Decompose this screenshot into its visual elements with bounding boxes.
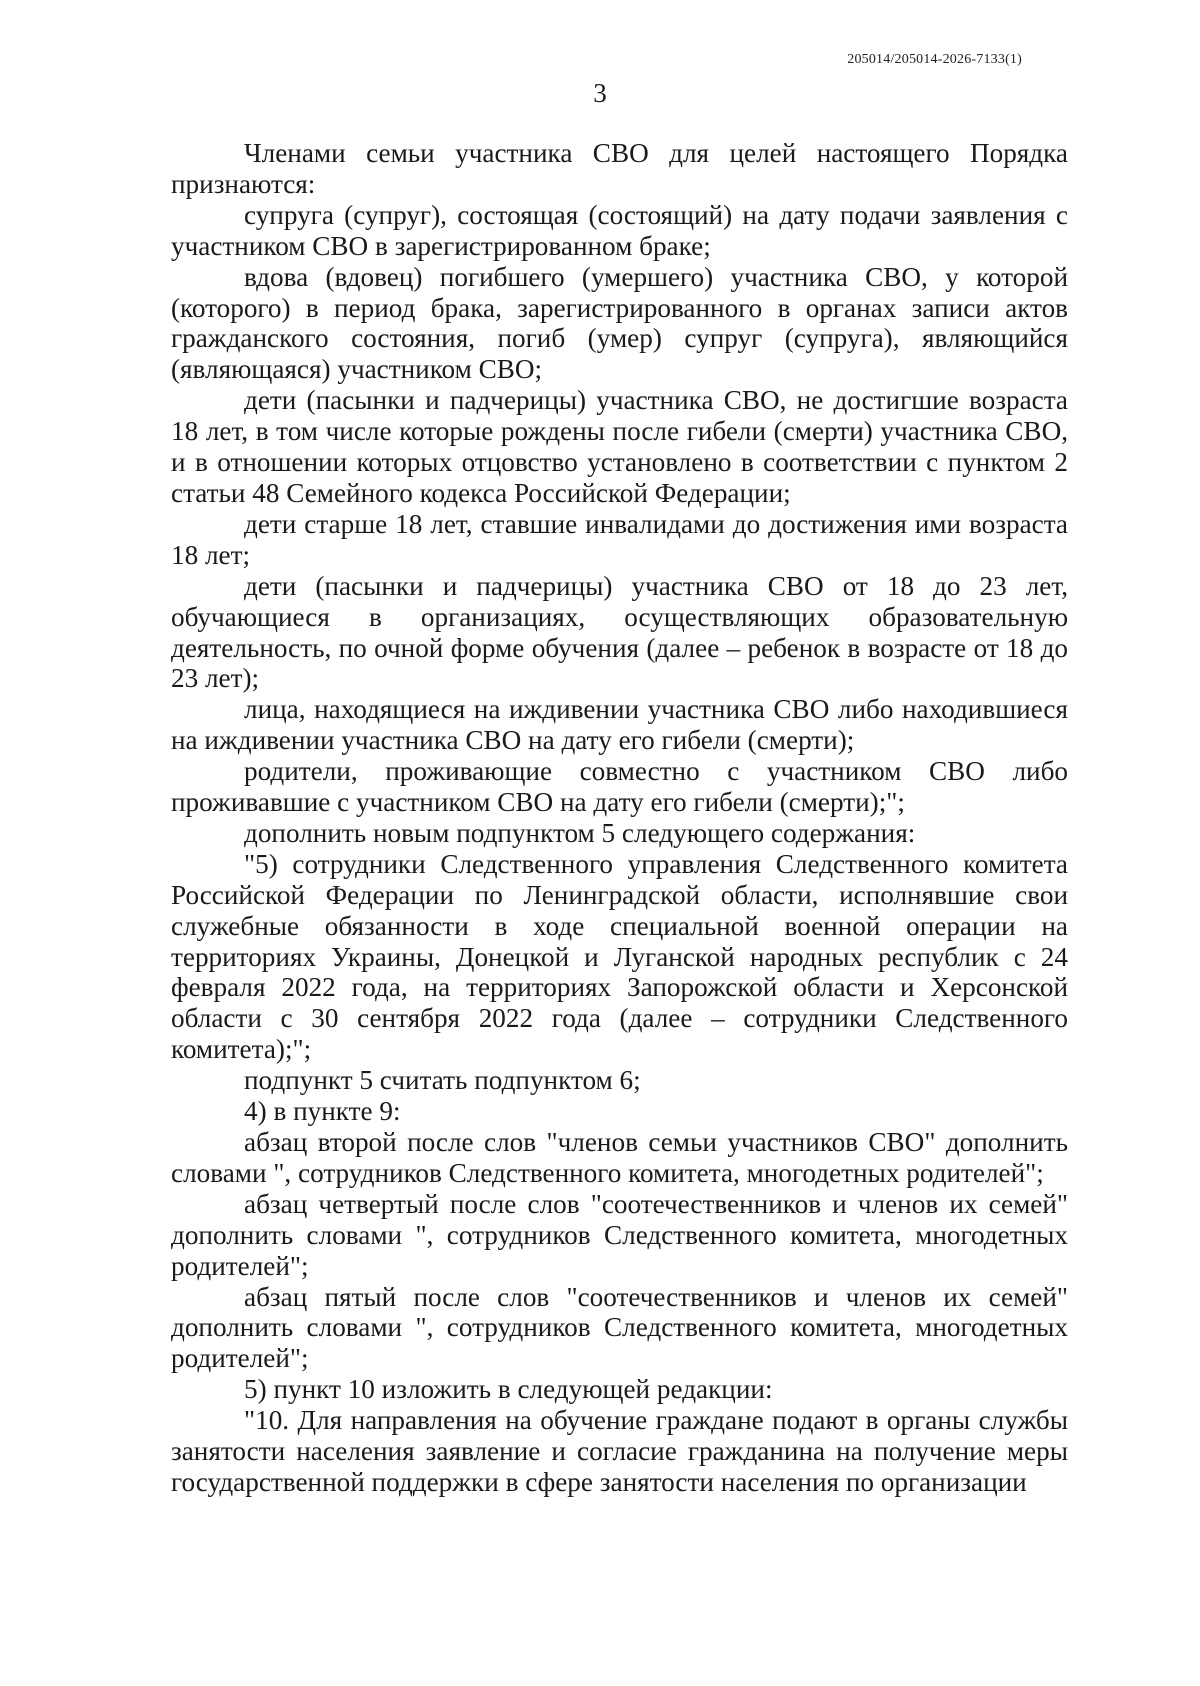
paragraph: дети (пасынки и падчерицы) участника СВО, не достигшие возраста 18 лет, в том числе которые рождены после гибели (смерти) участника СВО, и в отношении которых отцовство установлено в соответствии с пунктом 2 статьи 48 Семейного кодекса Российской Федерации; <box>171 385 1068 508</box>
paragraph: Членами семьи участника СВО для целей настоящего Порядка признаются: <box>171 138 1068 199</box>
paragraph: 4) в пункте 9: <box>244 1096 401 1127</box>
paragraph: абзац четвертый после слов "соотечественников и членов их семей" дополнить словами ", сотрудников Следственного комитета, многодетных родителей"; <box>171 1188 1068 1281</box>
document-number: 205014/205014-2026-7133(1) <box>847 52 1022 67</box>
paragraph: лица, находящиеся на иждивении участника СВО либо находившиеся на иждивении участника СВО на дату его гибели (смерти); <box>171 694 1068 756</box>
paragraph: дети старше 18 лет, ставшие инвалидами до достижения ими возраста 18 лет; <box>171 508 1068 570</box>
paragraph: абзац пятый после слов "соотечественников и членов их семей" дополнить словами ", сотрудников Следственного комитета, многодетных родителей"; <box>171 1281 1068 1374</box>
paragraph: супруга (супруг), состоящая (состоящий) на дату подачи заявления с участником СВО в зарегистрированном браке; <box>171 199 1068 261</box>
paragraph: родители, проживающие совместно с участником СВО либо проживавшие с участником СВО на дату его гибели (смерти);"; <box>171 756 1068 818</box>
paragraph: вдова (вдовец) погибшего (умершего) участника СВО, у которой (которого) в период брака, зарегистрированного в органах записи актов гражданского состояния, погиб (умер) супруг (супруга), являющийся (являющаяся) участником СВО; <box>171 261 1068 385</box>
document-body <box>171 138 1068 1498</box>
page-number: 3 <box>593 78 607 108</box>
paragraph: дополнить новым подпунктом 5 следующего содержания: <box>244 817 916 848</box>
paragraph: "10. Для направления на обучение граждане подают в органы службы занятости населения заявление и согласие гражданина на получение меры государственной поддержки в сфере занятости населения по организации <box>171 1405 1068 1497</box>
paragraph: 5) пункт 10 изложить в следующей редакции: <box>244 1374 773 1405</box>
paragraph: абзац второй после слов "членов семьи участников СВО" дополнить словами ", сотрудников Следственного комитета, многодетных родителей"; <box>171 1127 1068 1188</box>
paragraph: подпункт 5 считать подпунктом 6; <box>244 1065 641 1096</box>
paragraph: "5) сотрудники Следственного управления Следственного комитета Российской Федерации по Ленинградской области, исполнявшие свои служебные обязанности в ходе специальной военной операции на территориях Украины, Донецкой и Луганской народных республик с 24 февраля 2022 года, на территориях Запорожской области и Херсонской области с 30 сентября 2022 года (далее – сотрудники Следственного комитета);"; <box>171 848 1068 1065</box>
paragraph: дети (пасынки и падчерицы) участника СВО от 18 до 23 лет, обучающиеся в организациях, осуществляющих образовательную деятельность, по очной форме обучения (далее – ребенок в возрасте от 18 до 23 лет); <box>171 570 1068 694</box>
